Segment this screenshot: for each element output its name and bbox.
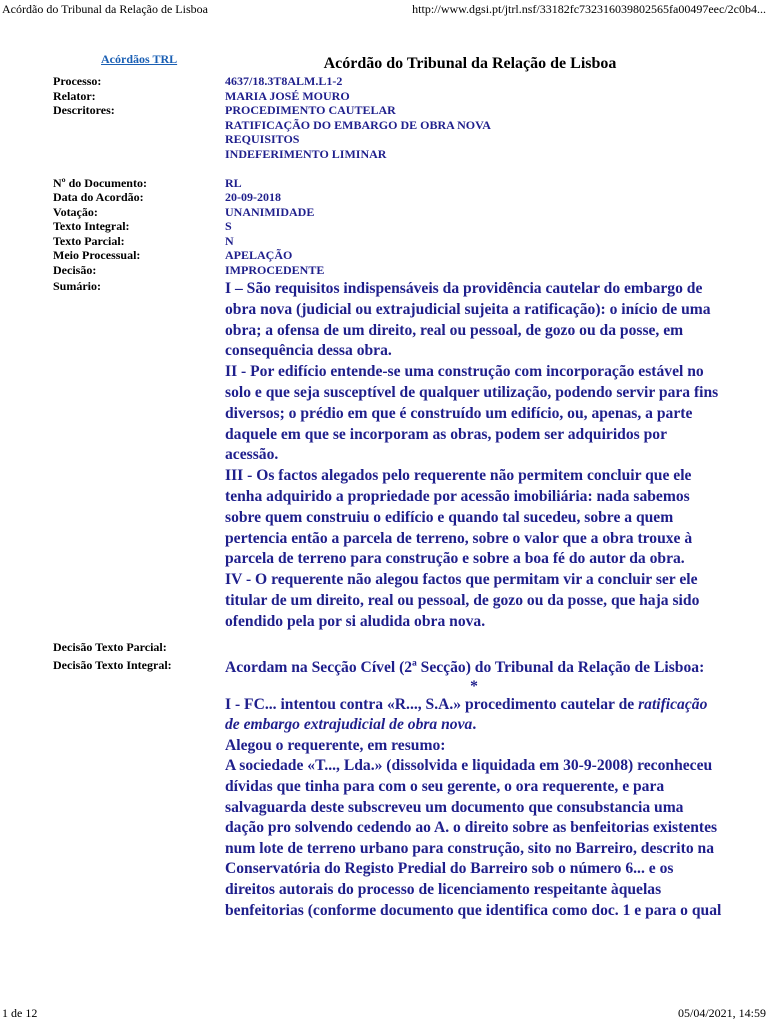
field-label: Sumário: [53,279,101,293]
print-header [0,0,768,18]
print-header-title: Acórdão do Tribunal da Relação de Lisboa [2,2,208,16]
field-label: Decisão Texto Parcial: [53,639,167,654]
field-decisao-texto-parcial [53,640,723,655]
sumario-text [225,279,723,633]
descritor-item: REQUISITOS [225,132,300,146]
field-votacao [53,205,723,220]
field-label: Nº do Documento: [53,175,147,190]
texto-fragment: . [472,716,477,734]
print-footer [0,1004,768,1022]
descritor-spacer [225,161,723,176]
texto-intro: Acordam na Secção Cível (2ª Secção) do Tribunal da Relação de Lisboa: [225,659,705,677]
field-value: S [225,219,232,233]
field-descritores [53,103,723,176]
texto-paragraph: A sociedade «T..., Lda.» (dissolvida e liquidada em 30-9-2008) reconheceu dívidas que tinha para com o seu gerente, o ora requerente, e para salvaguarda deste subscreveu um documento que consubstancia uma dação pro solvendo cedendo ao A. o direito sobre as benfeitorias existentes num lote de terreno urbano para construção, sito no Barreiro, descrito na Conservatória do Registo Predial do Barreiro sob o número 6... e os direitos autorais do processo de licenciamento respeitante àquelas benfeitorias (conforme documento que identifica como doc. 1 e para o qual [225,757,722,919]
descritor-item: PROCEDIMENTO CAUTELAR [225,103,396,117]
field-value: IMPROCEDENTE [225,262,325,277]
field-value: UNANIMIDADE [225,204,315,219]
field-label: Decisão Texto Integral: [53,658,172,673]
field-decisao [53,263,723,278]
field-value: 20-09-2018 [225,190,281,204]
texto-italic: ratificação de embargo extrajudicial de obra nova [225,695,708,734]
descritor-item: INDEFERIMENTO LIMINAR [225,146,387,161]
sumario-paragraph: IV - O requerente não alegou factos que permitam vir a concluir ser ele titular de um direito, real ou pessoal, de gozo ou da posse, que haja sido ofendido pela por si aludida obra nova. [225,571,700,630]
field-decisao-texto-integral [53,658,723,921]
section-separator: * [470,677,478,695]
field-meio-processual [53,248,723,263]
field-processo [53,74,723,89]
field-value: 4637/18.3T8ALM.L1-2 [225,74,343,88]
metadata-table [53,74,723,921]
texto-paragraph: Alegou o requerente, em resumo: [225,736,446,754]
field-label: Meio Processual: [53,248,141,262]
print-header-url: http://www.dgsi.pt/jtrl.nsf/33182fc732316039802565fa00497eec/2c0b4... [412,2,766,16]
field-relator [53,89,723,104]
texto-paragraph [225,695,723,736]
field-label: Votação: [53,204,98,219]
field-n-documento [53,176,723,191]
field-texto-integral [53,219,723,234]
field-value: APELAÇÃO [225,248,293,262]
field-value: MARIA JOSÉ MOURO [225,88,350,103]
field-label: Descritores: [53,103,115,117]
field-label: Processo: [53,74,102,88]
field-sumario [53,279,723,633]
field-label: Data do Acordão: [53,190,144,204]
field-label: Relator: [53,88,96,103]
field-texto-parcial [53,234,723,249]
field-label: Decisão: [53,262,97,277]
field-value-empty [225,640,723,655]
acordaos-trl-link[interactable]: Acórdãos TRL [101,52,178,66]
sumario-paragraph: II - Por edifício entende-se uma construção com incorporação estável no solo e que seja susceptível de qualquer utilização, podendo servir para fins diversos; o prédio em que é construído um edifício, ou, apenas, a parte daquele em que se incorporam as obras, podem ser adquiridos por acessão. [225,363,719,464]
print-datetime: 05/04/2021, 14:59 [677,1006,766,1020]
decisao-texto-integral [225,658,723,921]
field-label: Texto Integral: [53,219,130,233]
field-value: RL [225,175,242,190]
field-value-list [225,103,723,176]
texto-fragment: I - FC... intentou contra «R..., S.A.» procedimento cautelar de [225,695,635,713]
field-label: Texto Parcial: [53,233,125,248]
sumario-paragraph: III - Os factos alegados pelo requerente não permitem concluir que ele tenha adquirido a propriedade por acessão imobiliária: nada sabemos sobre quem construiu o edifício e quando tal sucedeu, sobre a quem pertencia então a parcela de terreno, sobre o valor que a obra trouxe à parcela de terreno para construção e sobre a boa fé do autor da obra. [225,467,693,568]
sumario-paragraph: I – São requisitos indispensáveis da providência cautelar do embargo de obra nova (judicial ou extrajudicial sujeita a ratificação): o início de uma obra; a ofensa de um direito, real ou pessoal, de gozo ou da posse, em consequência dessa obra. [225,280,711,360]
field-data-acordao [53,190,723,205]
field-value: N [225,233,234,248]
page-number: 1 de 12 [2,1006,38,1020]
descritor-item: RATIFICAÇÃO DO EMBARGO DE OBRA NOVA [225,117,491,132]
page-title: Acórdão do Tribunal da Relação de Lisboa [323,55,617,72]
